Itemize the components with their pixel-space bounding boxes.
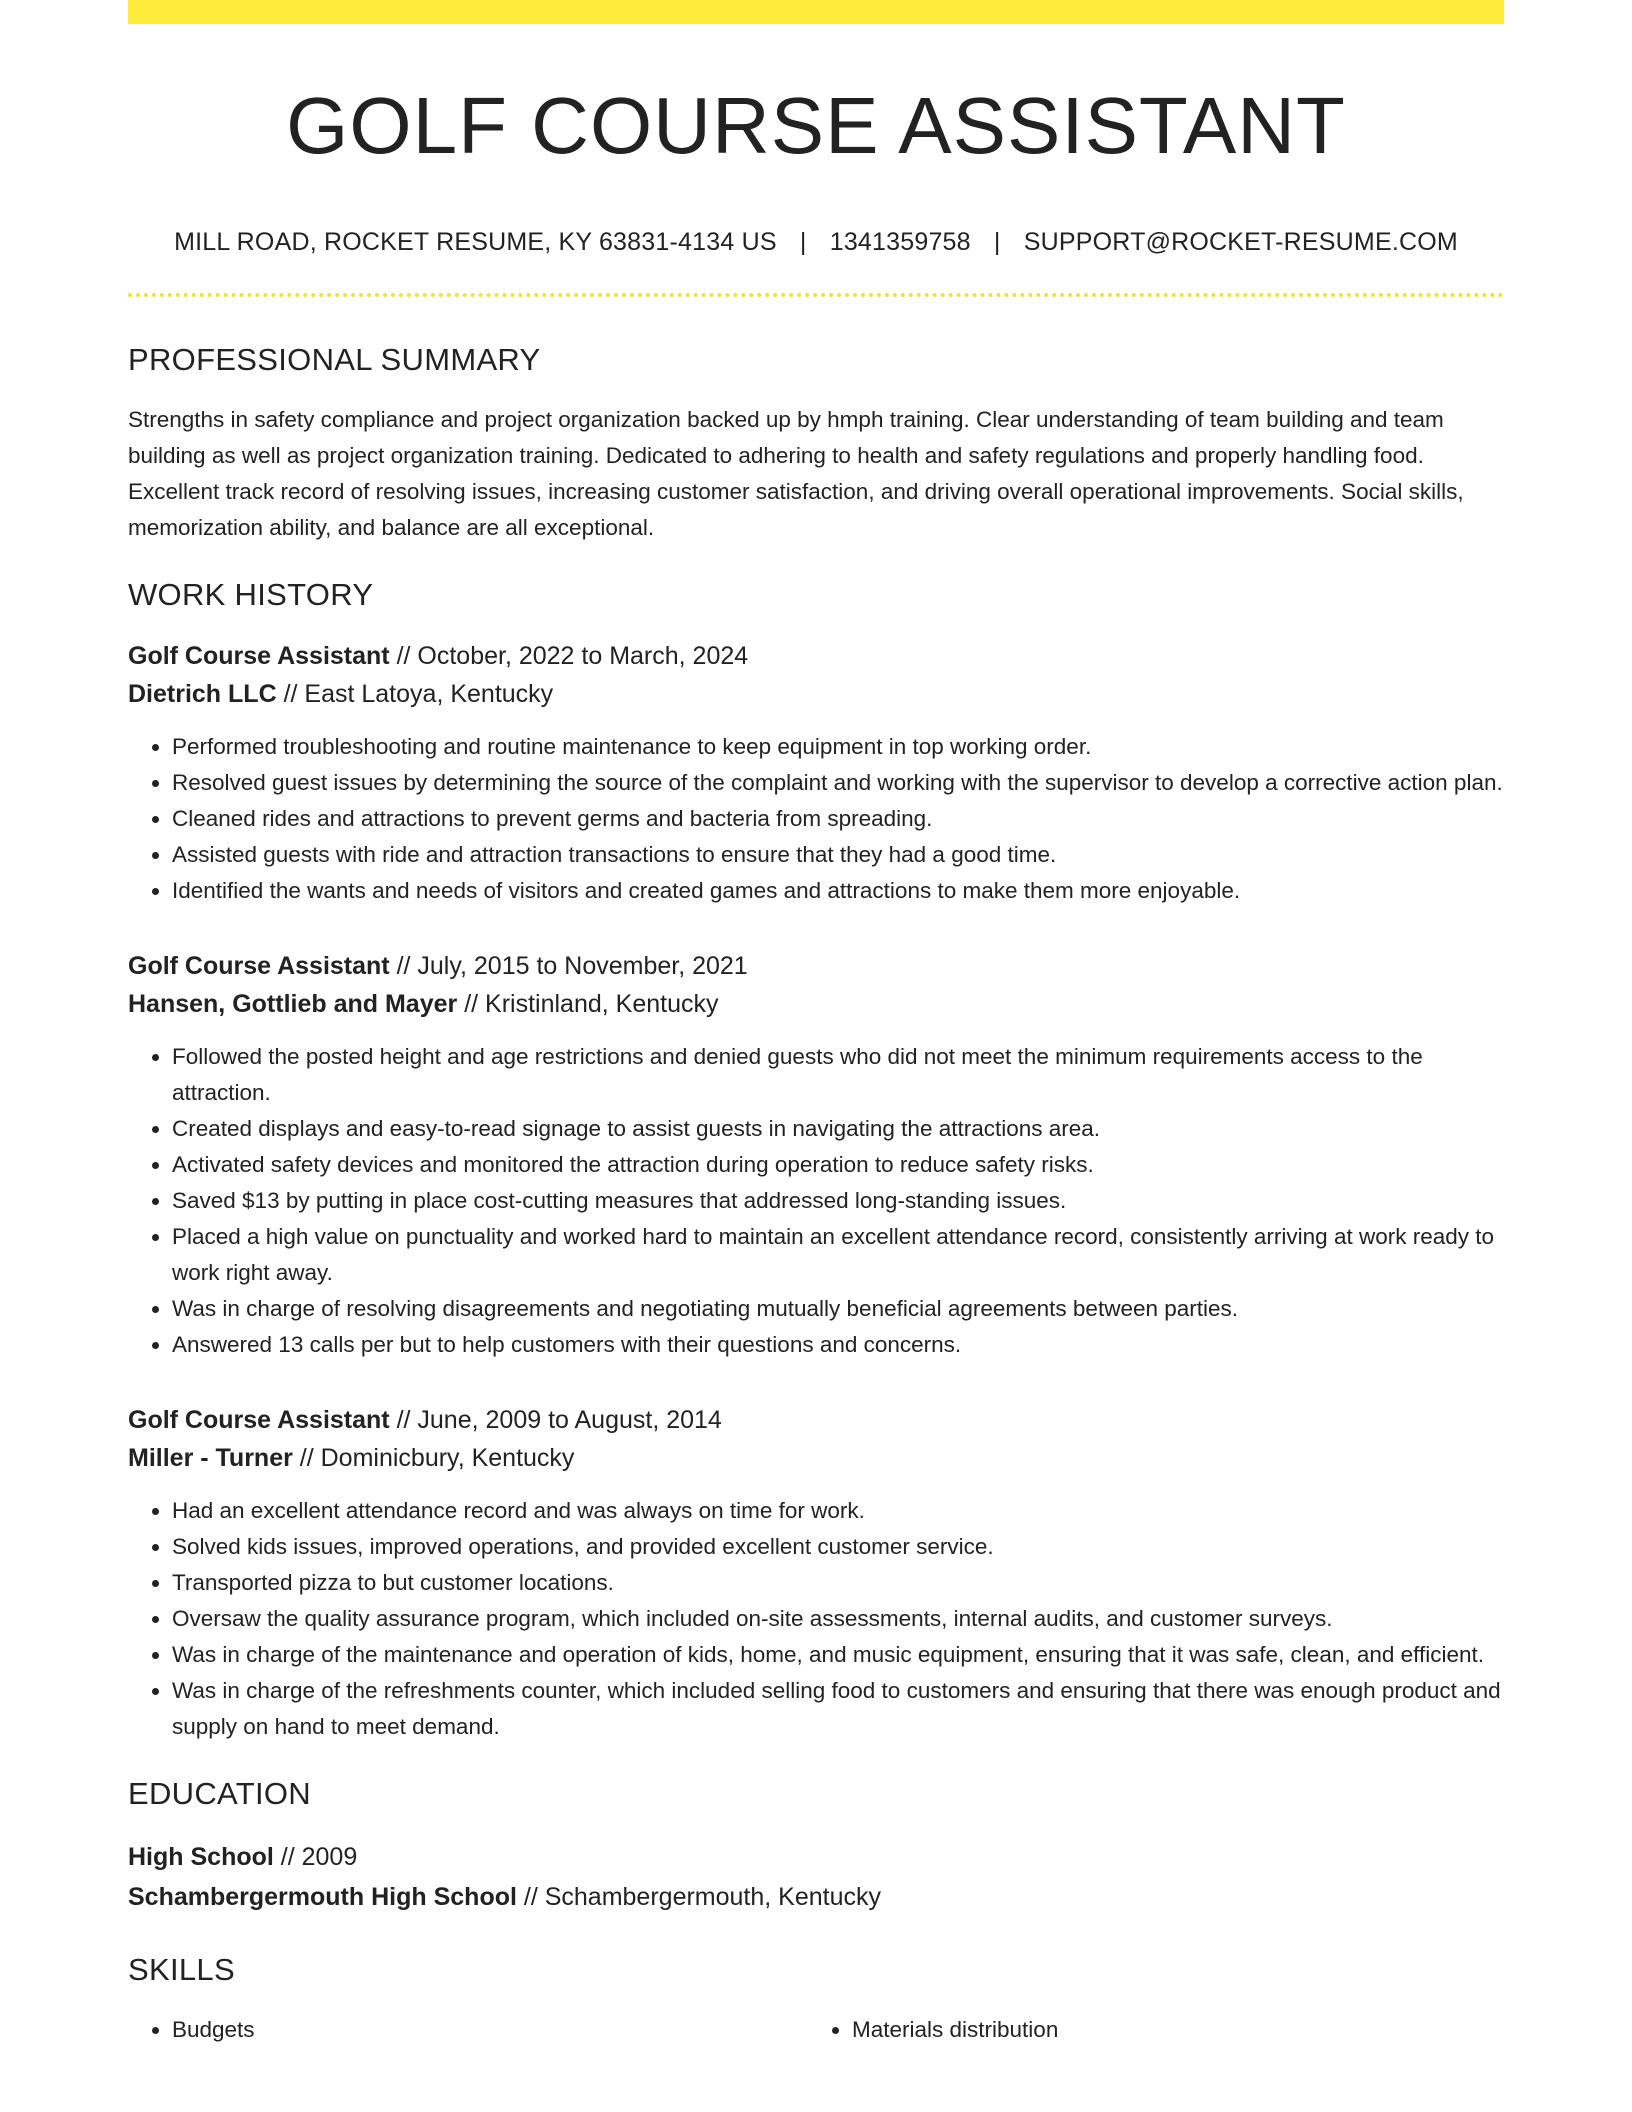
list-item: • Placed a high value on punctuality and worked hard to maintain an excellent attendance record, consistently arriving at work ready to work right away. xyxy=(172,1219,1504,1291)
education-degree: High School xyxy=(128,1842,274,1871)
list-item: • Had an excellent attendance record and was always on time for work. xyxy=(172,1493,1504,1529)
job-company-line xyxy=(128,1439,1504,1477)
job-bullets xyxy=(128,1039,1504,1363)
skills-heading: SKILLS xyxy=(128,1951,235,1987)
job-entry xyxy=(128,637,1504,909)
skill-item: • Materials distribution xyxy=(852,2012,1488,2048)
education-location: // Schambergermouth, Kentucky xyxy=(516,1882,881,1911)
job-company: Hansen, Gottlieb and Mayer xyxy=(128,990,458,1019)
contact-email: SUPPORT@ROCKET-RESUME.COM xyxy=(1023,228,1458,256)
list-item: • Cleaned rides and attractions to prevent germs and bacteria from spreading. xyxy=(172,801,1504,837)
job-dates: // October, 2022 to March, 2024 xyxy=(389,642,749,671)
skills-column-left xyxy=(128,2012,808,2048)
list-item: • Activated safety devices and monitored the attraction during operation to reduce safety risks. xyxy=(172,1147,1504,1183)
job-company-line xyxy=(128,675,1504,713)
resume-page xyxy=(128,0,1504,2048)
job-title-line xyxy=(128,947,1504,985)
list-item: • Assisted guests with ride and attraction transactions to ensure that they had a good time. xyxy=(172,837,1504,873)
job-entry xyxy=(128,1401,1504,1745)
education-entry xyxy=(128,1837,1504,1917)
contact-separator: | xyxy=(799,228,807,256)
list-item: • Solved kids issues, improved operations, and provided excellent customer service. xyxy=(172,1529,1504,1565)
job-company-line xyxy=(128,985,1504,1023)
job-location: // Kristinland, Kentucky xyxy=(457,990,719,1019)
job-entry xyxy=(128,947,1504,1363)
contact-separator: | xyxy=(993,228,1001,256)
job-location: // East Latoya, Kentucky xyxy=(276,680,554,709)
list-item: • Resolved guest issues by determining the source of the complaint and working with the supervisor to develop a corrective action plan. xyxy=(172,765,1504,801)
education-heading: EDUCATION xyxy=(128,1776,311,1812)
job-company: Dietrich LLC xyxy=(128,680,277,709)
list-item: • Was in charge of the maintenance and operation of kids, home, and music equipment, ensuring that it was safe, clean, and efficient. xyxy=(172,1637,1504,1673)
skill-item: • Budgets xyxy=(172,2012,808,2048)
list-item: • Was in charge of resolving disagreements and negotiating mutually beneficial agreements between parties. xyxy=(172,1291,1504,1327)
list-item: • Saved $13 by putting in place cost-cutting measures that addressed long-standing issues. xyxy=(172,1183,1504,1219)
job-dates: // June, 2009 to August, 2014 xyxy=(389,1406,722,1435)
list-item: • Answered 13 calls per but to help customers with their questions and concerns. xyxy=(172,1327,1504,1363)
summary-text: Strengths in safety compliance and project organization backed up by hmph training. Clear understanding of team building and team building as well as project organization training. Dedicated to adhering to health and safety regulations and properly handling food. Excellent track record of resolving issues, increasing customer satisfaction, and driving overall operational improvements. Social skills, memorization ability, and balance are all exceptional. xyxy=(128,407,1464,541)
job-position: Golf Course Assistant xyxy=(128,642,390,671)
contact-phone: 1341359758 xyxy=(829,228,971,256)
summary-heading: PROFESSIONAL SUMMARY xyxy=(128,342,541,377)
job-location: // Dominicbury, Kentucky xyxy=(292,1444,575,1473)
list-item: • Created displays and easy-to-read signage to assist guests in navigating the attractions area. xyxy=(172,1111,1504,1147)
skills-column-right xyxy=(808,2012,1488,2048)
education-year: // 2009 xyxy=(273,1842,358,1871)
list-item: • Transported pizza to but customer locations. xyxy=(172,1565,1504,1601)
resume-name: GOLF COURSE ASSISTANT xyxy=(286,81,1346,170)
job-bullets xyxy=(128,1493,1504,1745)
list-item: • Oversaw the quality assurance program, which included on-site assessments, internal audits, and customer surveys. xyxy=(172,1601,1504,1637)
work-history-heading: WORK HISTORY xyxy=(128,577,374,613)
skills-list xyxy=(128,2012,1504,2048)
education-degree-line xyxy=(128,1837,1504,1877)
job-dates: // July, 2015 to November, 2021 xyxy=(389,952,748,981)
job-position: Golf Course Assistant xyxy=(128,1406,390,1435)
contact-address: MILL ROAD, ROCKET RESUME, KY 63831-4134 US xyxy=(174,228,777,256)
education-school-line xyxy=(128,1877,1504,1917)
header-divider xyxy=(128,293,1504,297)
contact-line xyxy=(128,228,1504,257)
list-item: • Identified the wants and needs of visitors and created games and attractions to make them more enjoyable. xyxy=(172,873,1504,909)
job-title-line xyxy=(128,1401,1504,1439)
education-school: Schambergermouth High School xyxy=(128,1882,517,1911)
job-position: Golf Course Assistant xyxy=(128,952,390,981)
accent-bar xyxy=(128,0,1504,24)
job-title-line xyxy=(128,637,1504,675)
job-company: Miller - Turner xyxy=(128,1444,293,1473)
list-item: • Performed troubleshooting and routine maintenance to keep equipment in top working order. xyxy=(172,729,1504,765)
list-item: • Was in charge of the refreshments counter, which included selling food to customers and ensuring that there was enough product and supply on hand to meet demand. xyxy=(172,1673,1504,1745)
job-bullets xyxy=(128,729,1504,909)
list-item: • Followed the posted height and age restrictions and denied guests who did not meet the minimum requirements access to the attraction. xyxy=(172,1039,1504,1111)
